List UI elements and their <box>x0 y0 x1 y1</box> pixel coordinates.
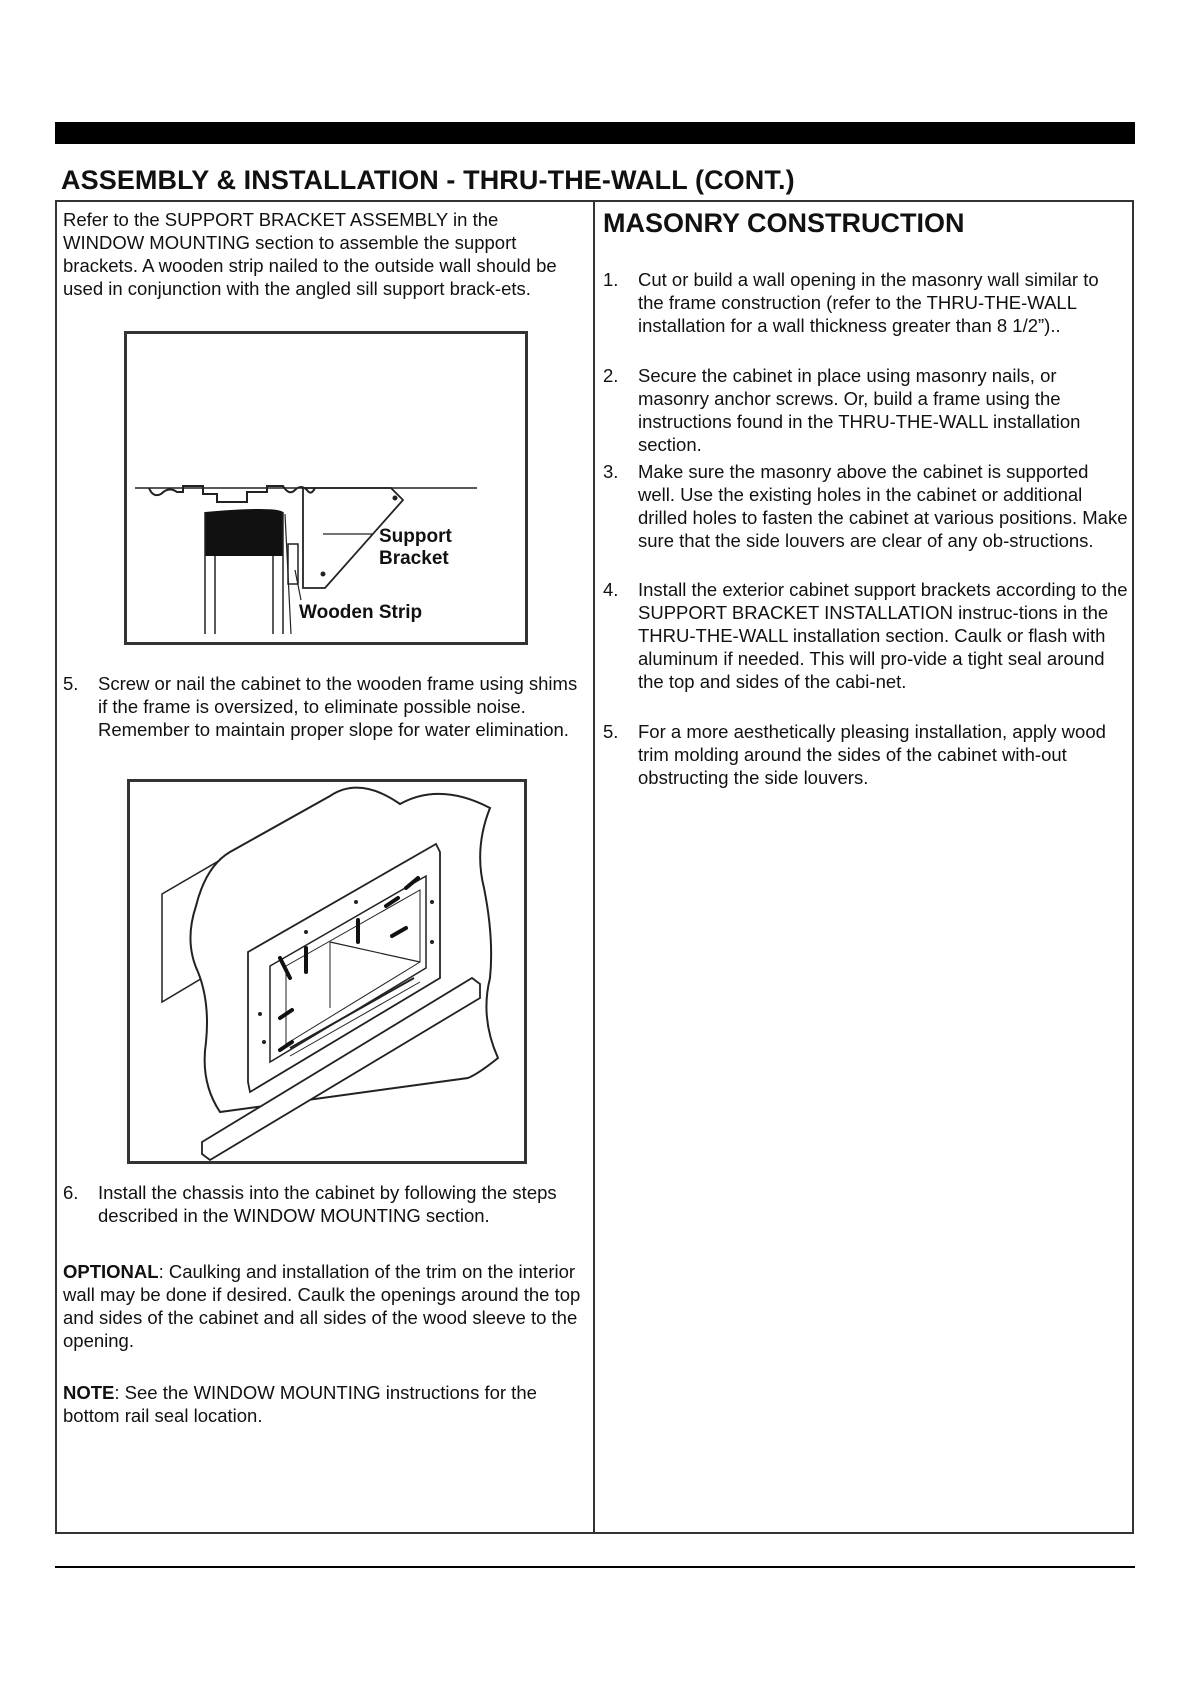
step-text: Make sure the masonry above the cabinet is supported well. Use the existing holes in the cabinet or additional drilled holes to fasten the cabinet at various positions. Make sure that the side louvers are clear of any ob-structions. <box>638 461 1128 551</box>
optional-text: : Caulking and installation of the trim on the interior wall may be done if desired. Caulk the openings around the top and sides of the cabinet and all sides of the wood sleeve to the opening. <box>63 1261 581 1351</box>
page-title: ASSEMBLY & INSTALLATION - THRU-THE-WALL (CONT.) <box>61 165 795 195</box>
column-divider <box>593 200 595 1534</box>
footer-rule <box>55 1566 1135 1568</box>
left-intro-paragraph: Refer to the SUPPORT BRACKET ASSEMBLY in the WINDOW MOUNTING section to assemble the support brackets. A wooden strip nailed to the outside wall should be used in conjunction with the angled sill support brack-ets. <box>63 209 557 299</box>
step-text: Secure the cabinet in place using masonry nails, or masonry anchor screws. Or, build a frame using the instructions found in the THRU-THE-WALL installation section. <box>638 365 1081 455</box>
masonry-heading: MASONRY CONSTRUCTION <box>603 208 965 238</box>
step-text: For a more aesthetically pleasing installation, apply wood trim molding around the sides of the cabinet with-out obstructing the side louvers. <box>638 721 1106 788</box>
cabinet-frame-figure <box>127 779 527 1164</box>
step-number: 1. <box>603 269 619 290</box>
wooden-strip-label: Wooden Strip <box>299 602 423 623</box>
header-bar <box>55 122 1135 144</box>
support-bracket-figure <box>124 331 528 645</box>
step-number: 3. <box>603 461 619 482</box>
note-paragraph <box>63 1381 585 1427</box>
note-label: NOTE <box>63 1382 115 1403</box>
step-text: Screw or nail the cabinet to the wooden frame using shims if the frame is oversized, to eliminate possible noise. Remember to maintain proper slope for water elimination. <box>98 673 578 740</box>
cabinet-frame-drawing <box>130 782 524 1161</box>
optional-label: OPTIONAL <box>63 1261 159 1282</box>
step-text: Install the exterior cabinet support brackets according to the SUPPORT BRACKET INSTALLATION instruc-tions in the THRU-THE-WALL installation section. Caulk or flash with aluminum if needed. This will pro-vide a tight seal around the top and sides of the cabi-net. <box>638 579 1128 692</box>
step-text: Install the chassis into the cabinet by following the steps described in the WINDOW MOUNTING section. <box>98 1182 557 1226</box>
note-text: : See the WINDOW MOUNTING instructions for the bottom rail seal location. <box>63 1382 537 1426</box>
step-text: Cut or build a wall opening in the masonry wall similar to the frame construction (refer to the THRU-THE-WALL installation for a wall thickness greater than 8 1/2”).. <box>638 269 1099 336</box>
step-number: 4. <box>603 579 619 600</box>
support-label: Support <box>379 526 452 547</box>
optional-paragraph <box>63 1260 585 1352</box>
step-number: 5. <box>603 721 619 742</box>
step-number: 6. <box>63 1182 79 1203</box>
step-number: 2. <box>603 365 619 386</box>
step-number: 5. <box>63 673 79 694</box>
bracket-label: Bracket <box>379 548 449 569</box>
support-bracket-drawing <box>127 334 525 642</box>
